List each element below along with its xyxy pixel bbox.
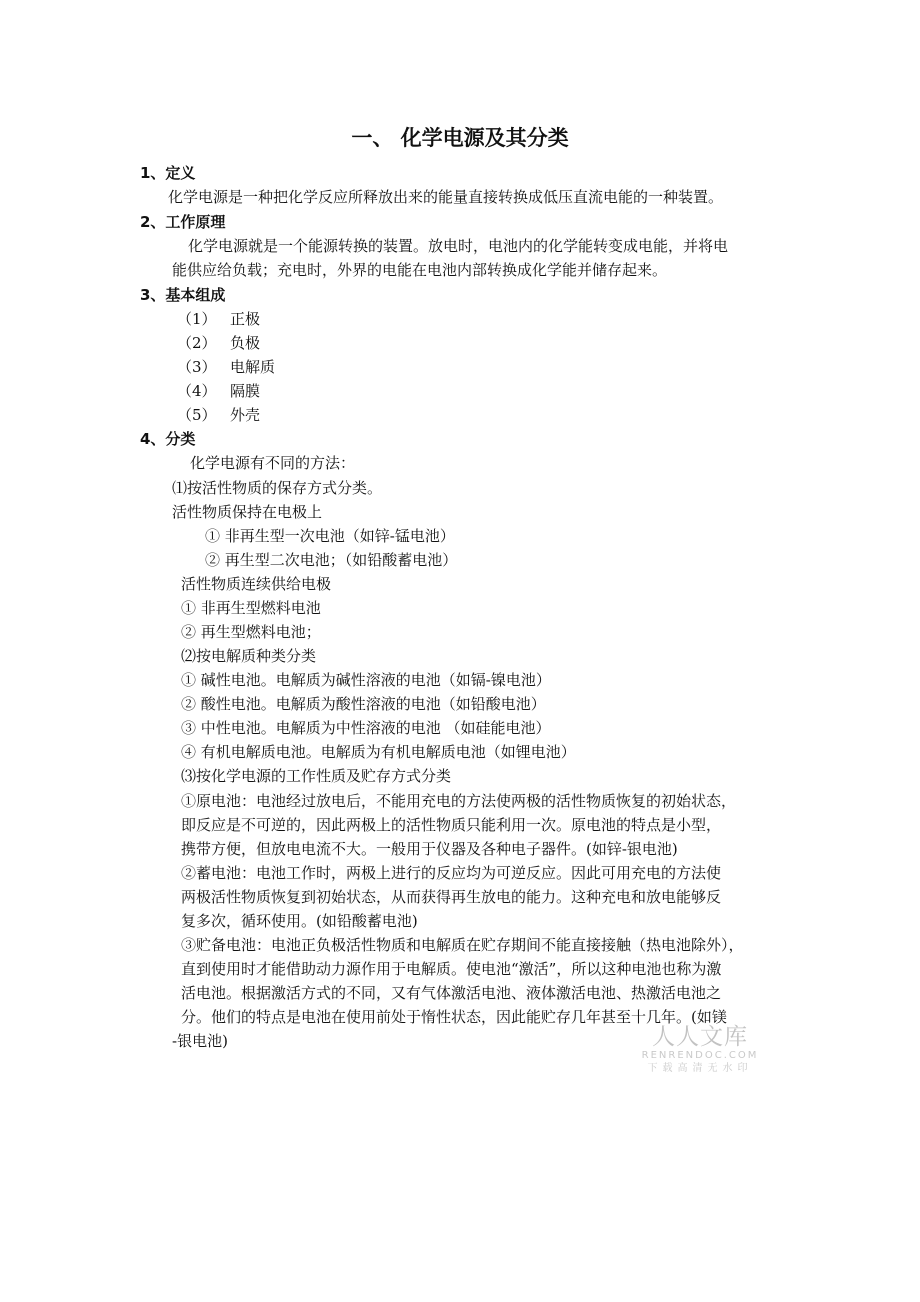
watermark-logo [620, 1024, 780, 1076]
list-item: 正极 [230, 310, 261, 328]
list-item: ② 再生型二次电池；（如铅酸蓄电池） [205, 551, 458, 569]
list-item: ① 非再生型燃料电池 [181, 599, 321, 617]
page-title: 一、 化学电源及其分类 [351, 126, 569, 150]
list-item: 外壳 [230, 406, 261, 424]
list-item-num: （5） [177, 406, 217, 424]
paragraph-line: ①原电池：电池经过放电后，不能用充电的方法使两极的活性物质恢复的初始状态， [181, 792, 737, 810]
paragraph-line: 分。他们的特点是电池在使用前处于惰性状态，因此能贮存几年甚至十几年。(如镁 [181, 1008, 727, 1026]
principle-line-1: 化学电源就是一个能源转换的装置。放电时，电池内的化学能转变成电能，并将电 [188, 237, 729, 255]
watermark-tagline: 下载高清无水印 [647, 1063, 753, 1074]
list-item: 电解质 [230, 358, 276, 376]
paragraph-line: 复多次，循环使用。(如铅酸蓄电池) [181, 912, 418, 930]
section-heading-components: 3、基本组成 [140, 286, 226, 304]
paragraph-line: 直到使用时才能借助动力源作用于电解质。使电池“激活”，所以这种电池也称为激 [181, 960, 722, 978]
classification-intro: 化学电源有不同的方法： [190, 454, 356, 472]
list-item: ① 非再生型一次电池（如锌-锰电池） [205, 527, 455, 545]
paragraph-line: ③贮备电池：电池正负极活性物质和电解质在贮存期间不能直接接触（热电池除外）， [181, 936, 744, 954]
subsection-title-electrolyte: ⑵按电解质种类分类 [181, 647, 317, 665]
principle-line-2: 能供应给负载；充电时，外界的电能在电池内部转换成化学能并储存起来。 [172, 261, 668, 279]
section-heading-principle: 2、工作原理 [140, 213, 226, 231]
list-item: 负极 [230, 334, 261, 352]
paragraph-line: -银电池) [172, 1032, 228, 1050]
subsection-title-storage: ⑴按活性物质的保存方式分类。 [172, 479, 383, 497]
paragraph-line: 即反应是不可逆的，因此两极上的活性物质只能利用一次。原电池的特点是小型， [181, 816, 722, 834]
watermark-brand: 人人文库 [652, 1024, 748, 1050]
list-item-num: （3） [177, 358, 217, 376]
paragraph-line: 携带方便，但放电电流不大。一般用于仪器及各种电子器件。(如锌-银电池) [181, 840, 678, 858]
list-item: ④ 有机电解质电池。电解质为有机电解质电池（如锂电池） [181, 743, 576, 761]
section-heading-definition: 1、定义 [140, 164, 196, 182]
paragraph-line: 活电池。根据激活方式的不同，又有气体激活电池、液体激活电池、热激活电池之 [181, 984, 722, 1002]
subheading-on-electrode: 活性物质保持在电极上 [172, 503, 323, 521]
subsection-title-working-nature: ⑶按化学电源的工作性质及贮存方式分类 [181, 767, 452, 785]
list-item-num: （1） [177, 310, 217, 328]
list-item: ② 再生型燃料电池； [181, 623, 321, 641]
list-item-num: （4） [177, 382, 217, 400]
paragraph-line: ②蓄电池：电池工作时，两极上进行的反应均为可逆反应。因此可用充电的方法使 [181, 864, 722, 882]
paragraph-line: 两极活性物质恢复到初始状态，从而获得再生放电的能力。这种充电和放电能够反 [181, 888, 722, 906]
definition-text: 化学电源是一种把化学反应所释放出来的能量直接转换成低压直流电能的一种装置。 [168, 188, 724, 206]
list-item: ② 酸性电池。电解质为酸性溶液的电池（如铅酸电池） [181, 695, 546, 713]
section-heading-classification: 4、分类 [140, 430, 196, 448]
list-item-num: （2） [177, 334, 217, 352]
subheading-continuous-supply: 活性物质连续供给电极 [181, 575, 332, 593]
list-item: ① 碱性电池。电解质为碱性溶液的电池（如镉-镍电池） [181, 671, 551, 689]
list-item: ③ 中性电池。电解质为中性溶液的电池 （如硅能电池） [181, 719, 551, 737]
watermark-url: RENRENDOC.COM [641, 1050, 759, 1061]
list-item: 隔膜 [230, 382, 261, 400]
